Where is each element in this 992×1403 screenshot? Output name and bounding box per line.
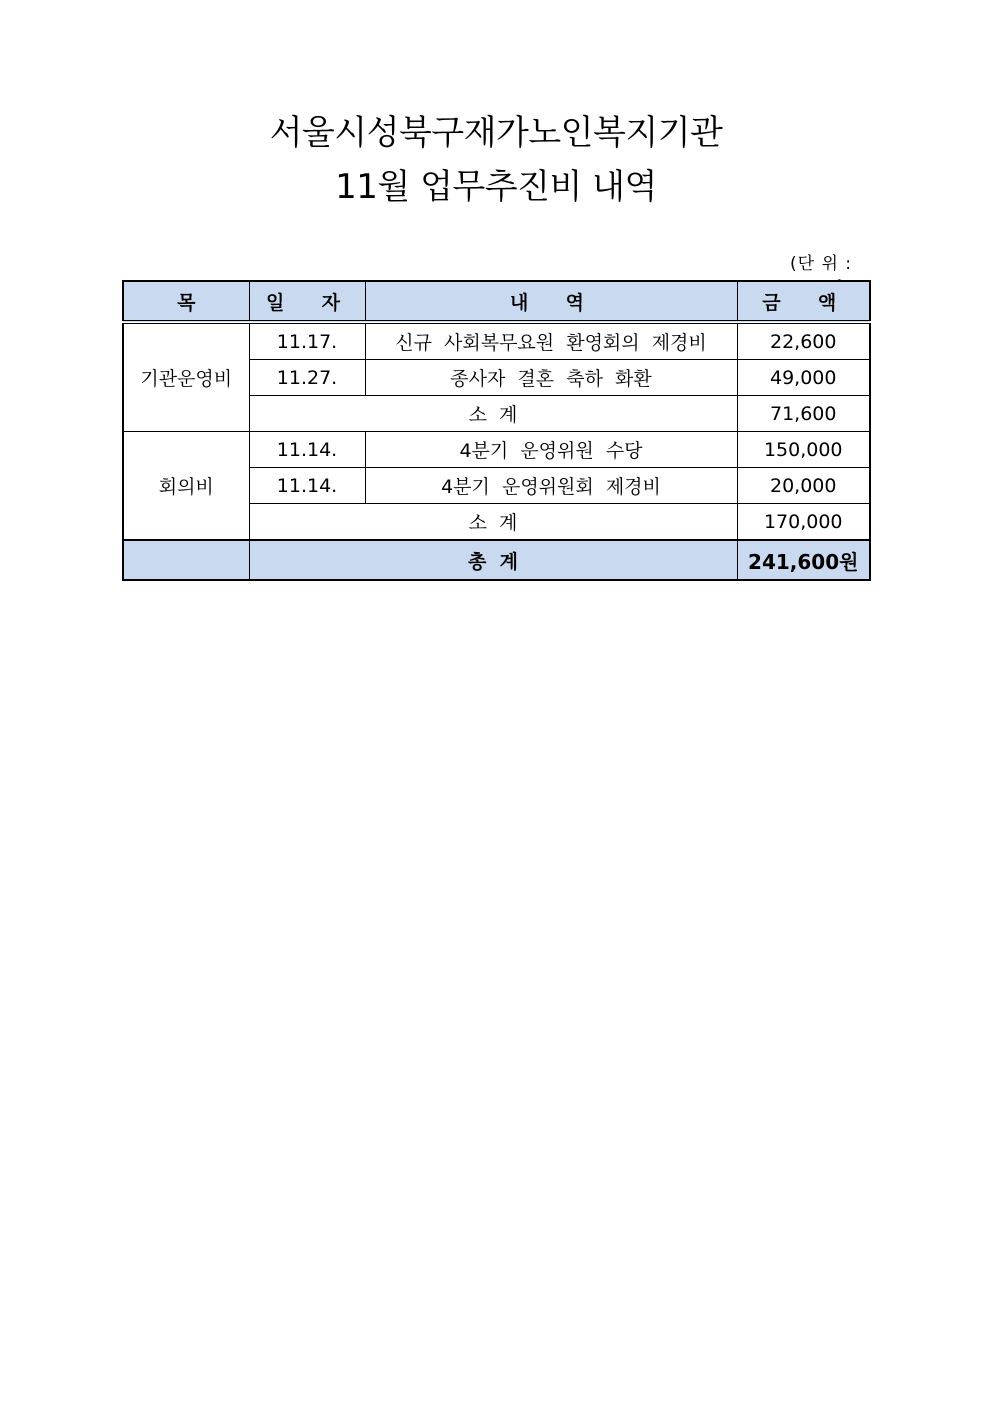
header-date: 일 자 [249,281,365,322]
amount-cell: 150,000 [737,432,870,468]
category-cell: 기관운영비 [123,322,249,432]
date-cell: 11.14. [249,468,365,504]
subtotal-label: 소 계 [249,504,737,541]
document-title: 서울시성북구재가노인복지기관 [269,113,723,153]
subtotal-label: 소 계 [249,396,737,432]
header-detail: 내 역 [365,281,737,322]
subtotal-amount: 170,000 [737,504,870,541]
table-header-row [123,281,870,322]
total-amount: 241,600원 [737,540,870,580]
amount-cell: 49,000 [737,360,870,396]
detail-cell: 신규 사회복무요원 환영회의 제경비 [365,322,737,360]
date-cell: 11.17. [249,322,365,360]
detail-cell: 4분기 운영위원회 제경비 [365,468,737,504]
category-cell: 회의비 [123,432,249,541]
document-subtitle: 11월 업무추진비 내역 [335,167,657,207]
total-label: 총 계 [249,540,737,580]
table-row [123,432,870,468]
expense-table [122,280,871,581]
unit-note: (단 위 : [789,254,852,274]
date-cell: 11.14. [249,432,365,468]
total-row [123,540,870,580]
date-cell: 11.27. [249,360,365,396]
table-row [123,322,870,360]
total-category-cell [123,540,249,580]
header-amount: 금 액 [737,281,870,322]
amount-cell: 22,600 [737,322,870,360]
detail-cell: 4분기 운영위원 수당 [365,432,737,468]
amount-cell: 20,000 [737,468,870,504]
subtotal-amount: 71,600 [737,396,870,432]
detail-cell: 종사자 결혼 축하 화환 [365,360,737,396]
header-category: 목 [123,281,249,322]
